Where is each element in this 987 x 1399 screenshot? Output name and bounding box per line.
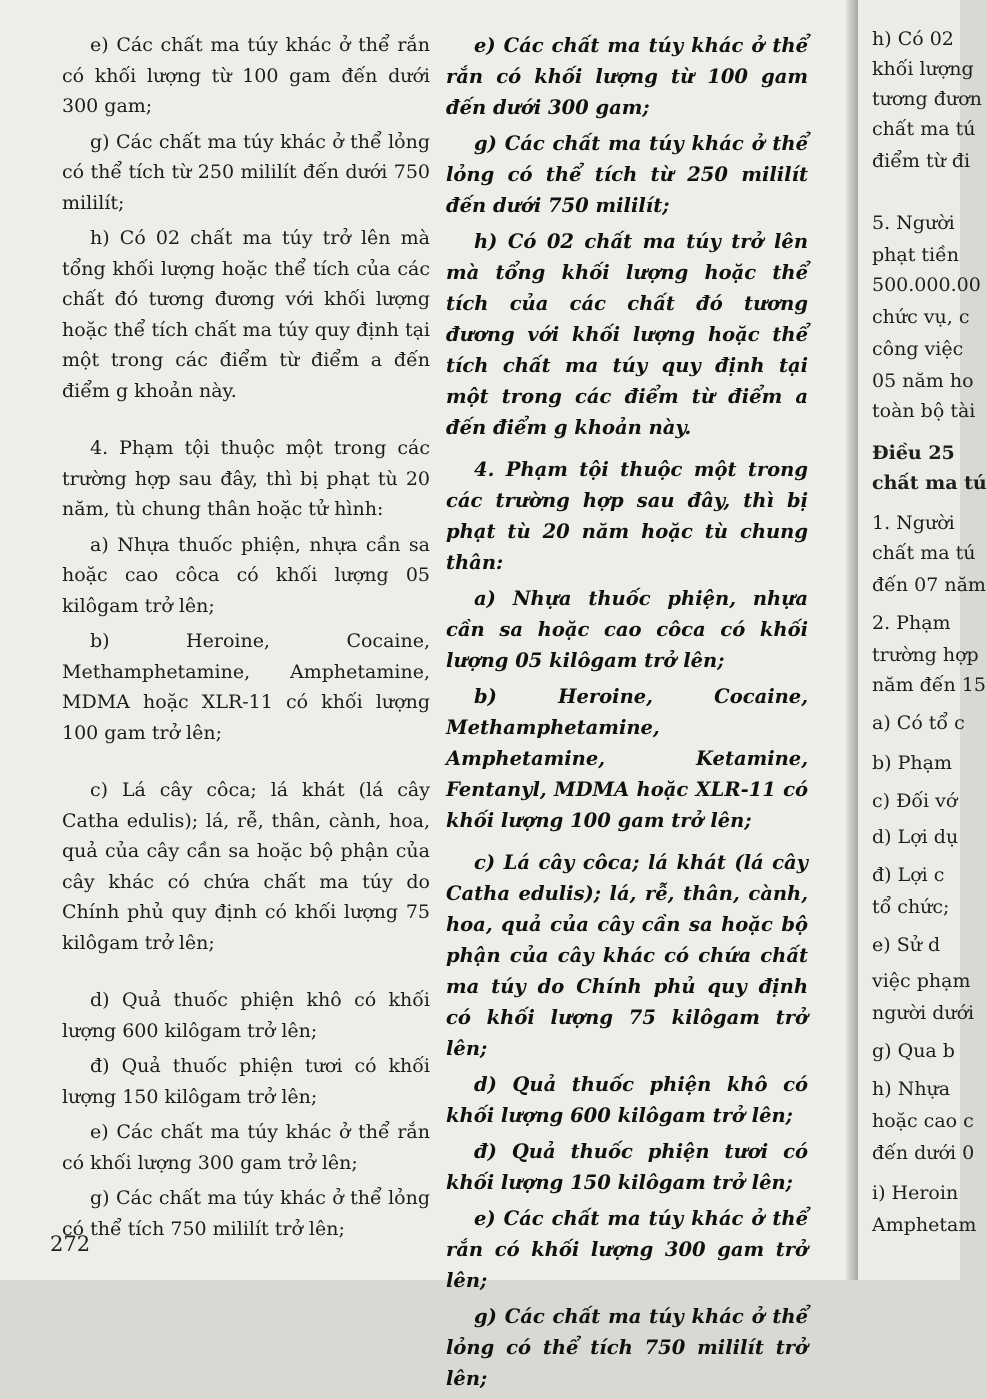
next-page-line: 1. Người xyxy=(872,512,955,534)
next-page-line: tổ chức; xyxy=(872,896,950,918)
left-paragraph: 4. Phạm tội thuộc một trong các trường hợp sau đây, thì bị phạt tù 20 năm, tù chung thân hoặc tử hình: xyxy=(62,437,430,520)
next-page-line: h) Có 02 xyxy=(872,28,954,50)
next-page-line: trường hợp xyxy=(872,644,979,666)
next-page-line: e) Sử d xyxy=(872,934,941,956)
right-paragraph: g) Các chất ma túy khác ở thể lỏng có thể tích 750 mililít trở lên; xyxy=(446,1305,808,1390)
next-page-line: h) Nhựa xyxy=(872,1078,951,1100)
next-page-line: i) Heroin xyxy=(872,1182,959,1204)
next-page-line: chức vụ, c xyxy=(872,306,970,328)
left-paragraph: h) Có 02 chất ma túy trở lên mà tổng khối lượng hoặc thể tích của các chất đó tương đương với khối lượng hoặc thể tích chất ma túy quy định tại một trong các điểm từ điểm a đến điểm g khoản này. xyxy=(62,227,430,402)
next-page-line: hoặc cao c xyxy=(872,1110,974,1132)
right-paragraph: h) Có 02 chất ma túy trở lên mà tổng khối lượng hoặc thể tích của các chất đó tương đương với khối lượng hoặc thể tích chất ma túy quy định tại một trong các điểm từ điểm a đến điểm g khoản này. xyxy=(446,230,808,439)
right-paragraph: b) Heroine, Cocaine, Methamphetamine, Amphetamine, Ketamine, Fentanyl, MDMA hoặc XLR-11 có khối lượng 100 gam trở lên; xyxy=(446,685,808,832)
left-column-original-text xyxy=(62,30,430,1249)
next-page-line: d) Lợi dụ xyxy=(872,826,959,848)
next-page-line: toàn bộ tài xyxy=(872,400,976,422)
book-page-right-partial xyxy=(858,0,987,1280)
left-paragraph: b) Heroine, Cocaine, Methamphetamine, Amphetamine, MDMA hoặc XLR-11 có khối lượng 100 gam trở lên; xyxy=(62,630,430,744)
page-number: 272 xyxy=(50,1232,91,1256)
right-paragraph: c) Lá cây côca; lá khát (lá cây Catha edulis); lá, rễ, thân, cành, hoa, quả của cây cần sa hoặc bộ phận của cây khác có chứa chất ma túy do Chính phủ quy định có khối lượng 75 kilôgam trở lên; xyxy=(446,851,808,1060)
next-page-line: chất ma tú xyxy=(872,542,976,564)
right-paragraph: e) Các chất ma túy khác ở thể rắn có khối lượng 300 gam trở lên; xyxy=(446,1207,808,1292)
next-page-line: khối lượng xyxy=(872,58,974,80)
next-page-line: 5. Người xyxy=(872,212,955,234)
next-page-line: điểm từ đi xyxy=(872,150,971,172)
left-paragraph: đ) Quả thuốc phiện tươi có khối lượng 150 kilôgam trở lên; xyxy=(62,1055,430,1108)
right-paragraph: g) Các chất ma túy khác ở thể lỏng có thể tích từ 250 mililít đến dưới 750 mililít; xyxy=(446,132,808,217)
right-paragraph: d) Quả thuốc phiện khô có khối lượng 600 kilôgam trở lên; xyxy=(446,1073,808,1127)
left-paragraph: a) Nhựa thuốc phiện, nhựa cần sa hoặc cao côca có khối lượng 05 kilôgam trở lên; xyxy=(62,533,430,617)
next-page-line: 500.000.00 xyxy=(872,274,981,296)
next-page-line: Điều 25 xyxy=(872,442,955,464)
left-paragraph: e) Các chất ma túy khác ở thể rắn có khối lượng 300 gam trở lên; xyxy=(62,1121,430,1174)
left-paragraph: d) Quả thuốc phiện khô có khối lượng 600 kilôgam trở lên; xyxy=(62,989,430,1042)
next-page-line: đến 07 năm xyxy=(872,574,986,596)
next-page-line: a) Có tổ c xyxy=(872,712,965,734)
left-paragraph: c) Lá cây côca; lá khát (lá cây Catha edulis); lá, rễ, thân, cành, hoa, quả của cây cần sa hoặc bộ phận của cây khác có chứa chất ma túy do Chính phủ quy định có khối lượng 75 kilôgam trở lên; xyxy=(62,779,430,954)
next-page-line: phạt tiền xyxy=(872,244,960,266)
next-page-line: c) Đối vớ xyxy=(872,790,958,812)
left-paragraph: g) Các chất ma túy khác ở thể lỏng có thể tích 750 mililít trở lên; xyxy=(62,1187,430,1240)
left-paragraph: e) Các chất ma túy khác ở thể rắn có khối lượng từ 100 gam đến dưới 300 gam; xyxy=(62,34,430,117)
next-page-line: đ) Lợi c xyxy=(872,864,945,886)
next-page-line: b) Phạm xyxy=(872,752,952,774)
left-paragraph: g) Các chất ma túy khác ở thể lỏng có thể tích từ 250 mililít đến dưới 750 mililít; xyxy=(62,130,430,214)
next-page-line: 2. Phạm xyxy=(872,612,951,634)
next-page-line: Amphetam xyxy=(872,1214,977,1236)
next-page-line: việc phạm xyxy=(872,970,971,992)
next-page-line: chất ma tú xyxy=(872,472,987,494)
right-column-amended-text xyxy=(446,30,808,1399)
right-paragraph: 4. Phạm tội thuộc một trong các trường hợp sau đây, thì bị phạt tù 20 năm hoặc tù chung thân: xyxy=(446,458,808,574)
next-page-line: chất ma tú xyxy=(872,118,976,140)
next-page-line: năm đến 15 xyxy=(872,674,986,696)
next-page-line: g) Qua b xyxy=(872,1040,955,1062)
next-page-line: 05 năm ho xyxy=(872,370,974,392)
right-paragraph: đ) Quả thuốc phiện tươi có khối lượng 150 kilôgam trở lên; xyxy=(446,1140,808,1194)
next-page-line: người dưới xyxy=(872,1002,975,1024)
next-page-line: đến dưới 0 xyxy=(872,1142,975,1164)
right-paragraph: a) Nhựa thuốc phiện, nhựa cần sa hoặc cao côca có khối lượng 05 kilôgam trở lên; xyxy=(446,587,808,672)
next-page-line: tương đươn xyxy=(872,88,982,110)
right-paragraph: e) Các chất ma túy khác ở thể rắn có khối lượng từ 100 gam đến dưới 300 gam; xyxy=(446,34,808,119)
next-page-line: công việc xyxy=(872,338,964,360)
